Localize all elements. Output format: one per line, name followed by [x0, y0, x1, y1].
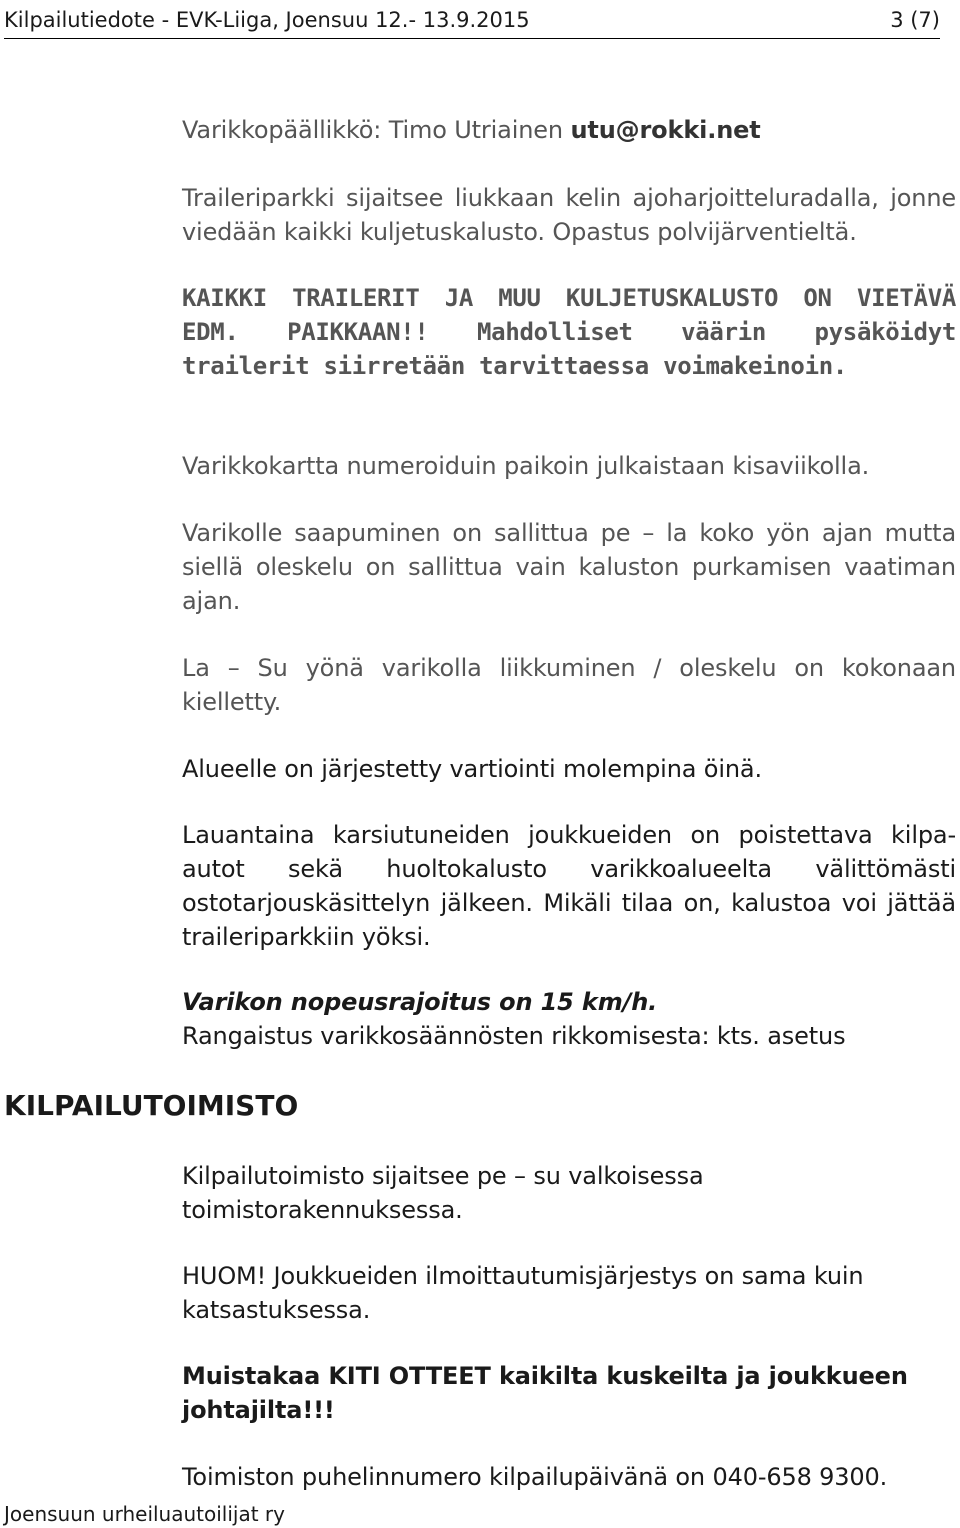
trailer-warning-paragraph	[182, 281, 956, 383]
pit-chief-line	[182, 113, 956, 147]
page-header	[4, 2, 940, 38]
trailer-park-paragraph: Traileriparkki sijaitsee liukkaan kelin ajoharjoitteluradalla, jonne viedään kaikki kuljetuskalusto. Opastus polvijärventieltä.	[182, 184, 956, 246]
trailer-warning-caps: KAIKKI TRAILERIT JA MUU KULJETUSKALUSTO ON VIETÄVÄ EDM. PAIKKAAN!!	[182, 284, 956, 346]
office-note-paragraph: HUOM! Joukkueiden ilmoittautumisjärjestys on sama kuin katsastuksessa.	[182, 1262, 864, 1324]
document-title: Kilpailutiedote - EVK-Liiga, Joensuu 12.- 13.9.2015	[4, 8, 530, 32]
penalty-line: Rangaistus varikkosäännösten rikkomisesta: kts. asetus	[182, 1022, 846, 1050]
kiti-reminder-paragraph: Muistakaa KITI OTTEET kaikilta kuskeilta ja joukkueen johtajilta!!!	[182, 1362, 908, 1424]
office-section-heading: KILPAILUTOIMISTO	[4, 1089, 299, 1122]
eliminated-teams-paragraph: Lauantaina karsiutuneiden joukkueiden on poistettava kilpa-autot sekä huoltokalusto varikkoalueelta välittömästi ostotarjouskäsittelyn jälkeen. Mikäli tilaa on, kalustoa voi jättää traileriparkkiin yöksi.	[182, 821, 956, 951]
office-phone-paragraph: Toimiston puhelinnumero kilpailupäivänä on 040-658 9300.	[182, 1463, 888, 1491]
pit-chief-label: Varikkopäällikkö: Timo Utriainen	[182, 116, 571, 144]
saturday-night-paragraph: La – Su yönä varikolla liikkuminen / oleskelu on kokonaan kielletty.	[182, 654, 956, 716]
guarding-paragraph: Alueelle on järjestetty vartiointi molempina öinä.	[182, 755, 762, 783]
office-location-paragraph: Kilpailutoimisto sijaitsee pe – su valkoisessa toimistorakennuksessa.	[182, 1162, 704, 1224]
speed-limit-text: Varikon nopeusrajoitus on 15 km/h.	[182, 988, 658, 1016]
speed-limit-notice	[182, 985, 956, 1019]
page-footer: Joensuun urheiluautoilijat ry	[4, 1502, 285, 1526]
header-divider	[4, 38, 940, 39]
arrival-paragraph: Varikolle saapuminen on sallittua pe – la koko yön ajan mutta siellä oleskelu on sallittua vain kaluston purkamisen vaatiman ajan.	[182, 519, 956, 615]
page-number: 3 (7)	[890, 8, 940, 32]
pit-chief-email: utu@rokki.net	[570, 116, 761, 144]
trailer-warning-rest: Mahdolliset väärin pysäköidyt trailerit siirretään tarvittaessa voimakeinoin.	[182, 318, 956, 380]
pit-map-paragraph: Varikkokartta numeroiduin paikoin julkaistaan kisaviikolla.	[182, 452, 870, 480]
